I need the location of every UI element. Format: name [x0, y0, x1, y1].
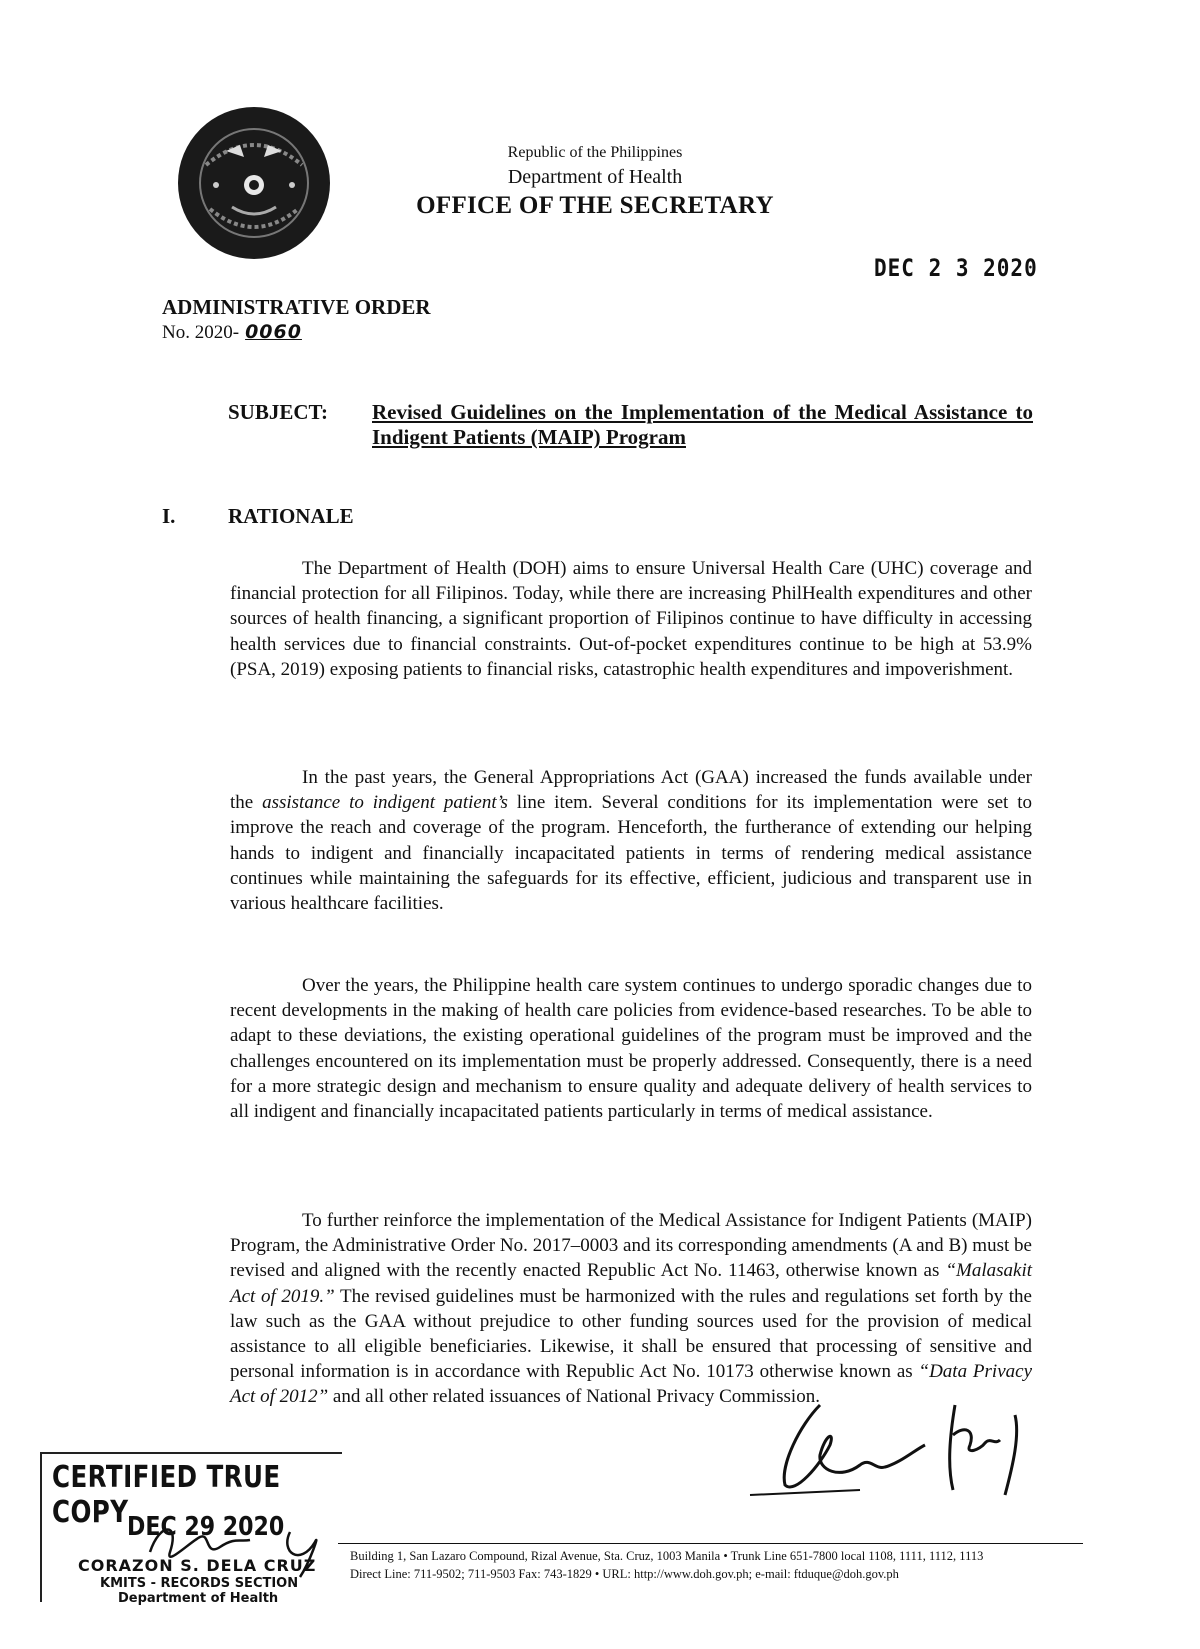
- stamp-title: CERTIFIED TRUE COPY: [52, 1460, 281, 1530]
- office-line: OFFICE OF THE SECRETARY: [416, 192, 774, 219]
- paragraph-2-text-b: line item. Several conditions for its implementation were set to improve the reach and coverage of the program. Henceforth, the furtherance of extending our helping hands to indigent and financially incapacitated patients in terms of rendering medical assistance continues while maintaining the safeguards for its effective, efficient, judicious and transparent use in various healthcare facilities.: [230, 792, 1032, 915]
- section-title: RATIONALE: [228, 504, 354, 528]
- stamp-department: Department of Health: [118, 1591, 279, 1606]
- date-stamp: DEC 2 3 2020: [874, 254, 1038, 282]
- signature-initials: [935, 1395, 1045, 1505]
- paragraph-4-italic-1: “Malasakit Act of 2019.”: [230, 1260, 1032, 1307]
- footer-address: [350, 1547, 1090, 1583]
- paragraph-2-text-a: In the past years, the General Appropriations Act (GAA) increased the funds available under the: [230, 767, 1032, 814]
- administrative-order-block: [162, 295, 431, 345]
- footer-divider: [338, 1543, 1083, 1544]
- signature-stamp: [140, 1512, 350, 1582]
- order-title: ADMINISTRATIVE ORDER: [162, 295, 431, 319]
- section-number: I.: [162, 504, 176, 528]
- paragraph-2: [230, 765, 1032, 916]
- paragraph-4-text-c: and all other related issuances of National Privacy Commission.: [328, 1386, 820, 1408]
- order-number: [162, 320, 431, 345]
- stamp-section: KMITS - RECORDS SECTION: [100, 1576, 299, 1591]
- paragraph-4-text-a: To further reinforce the implementation of the Medical Assistance for Indigent Patients (MAIP) Program, the Administrative Order No. 2017–0003 and its corresponding amendments (A and B) must be revised and aligned with the recently enacted Republic Act No. 11463, otherwise known as: [230, 1210, 1032, 1282]
- paragraph-3: Over the years, the Philippine health care system continues to undergo sporadic changes due to recent developments in the making of health care policies from evidence-based researches. To be able to adapt to these deviations, the existing operational guidelines of the program must be improved and the challenges encountered on its implementation must be properly addressed. Consequently, there is a need for a more strategic design and mechanism to ensure quality and adequate delivery of health services to all indigent and financially incapacitated patients particularly in terms of medical assistance.: [230, 975, 1032, 1123]
- paragraph-4: [230, 1208, 1032, 1410]
- paragraph-1: The Department of Health (DOH) aims to ensure Universal Health Care (UHC) coverage and financial protection for all Filipinos. Today, while there are increasing PhilHealth expenditures and other sources of health financing, a significant proportion of Filipinos continue to have difficulty in accessing health services due to financial constraints. Out-of-pocket expenditures continue to be high at 53.9% (PSA, 2019) exposing patients to financial risks, catastrophic health expenditures and impoverishment.: [230, 558, 1032, 680]
- paragraph-4-italic-2: “Data Privacy Act of 2012”: [230, 1361, 1033, 1408]
- subject-block: [228, 400, 1033, 450]
- footer-line-1: Building 1, San Lazaro Compound, Rizal Avenue, Sta. Cruz, 1003 Manila • Trunk Line 651-7800 local 1108, 1111, 1112, 1113: [350, 1549, 984, 1563]
- subject-label: SUBJECT:: [228, 400, 328, 424]
- signature-secretary: [740, 1395, 930, 1505]
- department-line: Department of Health: [507, 166, 683, 188]
- paragraph-2-italic: assistance to indigent patient’s: [262, 792, 508, 814]
- republic-line: Republic of the Philippines: [507, 144, 683, 161]
- paragraph-4-text-b: The revised guidelines must be harmonized with the rules and regulations set forth by the law such as the GAA without prejudice to other funding sources used for the provision of medical assistance to all eligible beneficiaries. Likewise, it shall be ensured that processing of sensitive and personal information is in accordance with Republic Act No. 10173 otherwise known as: [230, 1285, 1032, 1383]
- letterhead: [380, 142, 810, 222]
- stamp-name: CORAZON S. DELA CRUZ: [78, 1556, 317, 1575]
- doh-seal-logo: [176, 105, 332, 261]
- order-number-prefix: No. 2020-: [162, 322, 240, 343]
- stamp-date: DEC 29 2020: [127, 1512, 285, 1542]
- order-number-handwritten: 0060: [245, 321, 302, 343]
- subject-text: Revised Guidelines on the Implementation of the Medical Assistance to Indigent Patients (MAIP) Program: [372, 400, 1033, 449]
- footer-line-2: Direct Line: 711-9502; 711-9503 Fax: 743-1829 • URL: http://www.doh.gov.ph; e-mail: ftduque@doh.gov.ph: [350, 1567, 899, 1581]
